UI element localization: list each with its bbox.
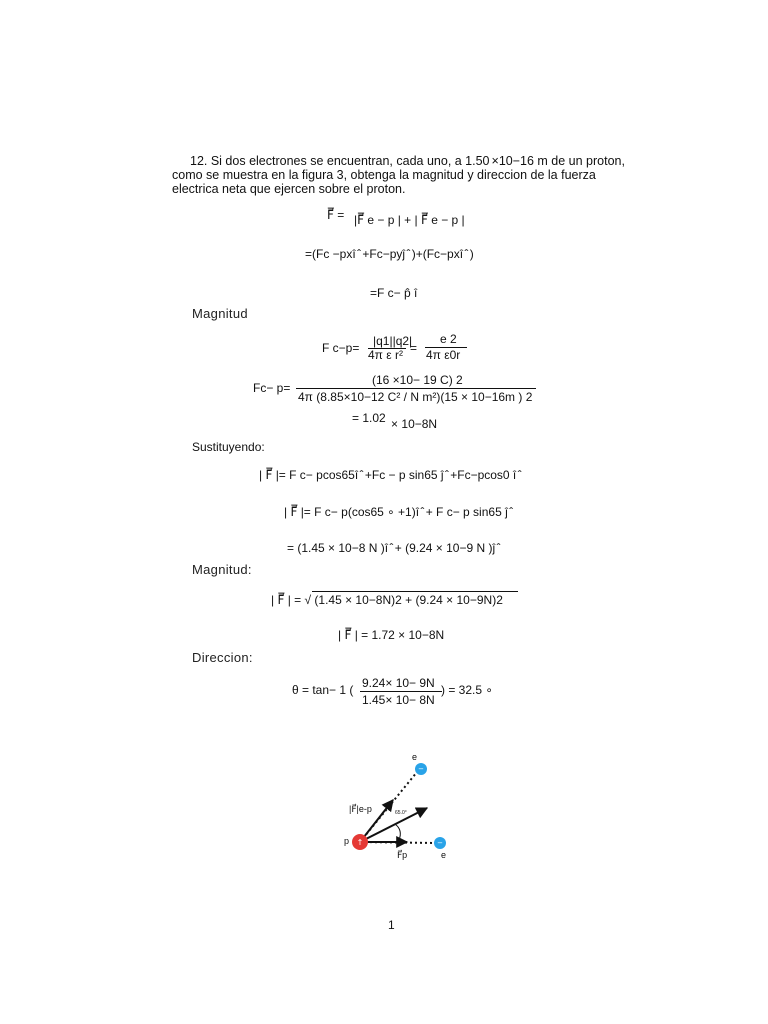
eq-vector-numeric: = (1.45 × 10−8 N )î ̂ + (9.24 × 10−9 N )ĵ ̂ [287,541,499,555]
svg-text:−: − [418,765,424,773]
eq-coulomb-num1: |q1||q2| [373,334,413,348]
eq-coulomb-den1: 4π ε r² [368,348,403,362]
label-e-right: e [441,850,447,860]
heading-magnitud-2: Magnitud: [192,562,252,577]
eq-coulomb-num2: e 2 [440,332,457,346]
eq-result-value: = 1.02 [352,411,386,425]
svg-text:−: − [437,839,443,847]
page-number: 1 [388,918,395,932]
eq-angle-rhs: ) = 32.5 ∘ [441,683,493,697]
fraction-bar-4 [360,691,442,692]
label-e-top: e [412,752,418,762]
fraction-bar-3 [296,388,536,389]
eq-vector-factored: | F⃗̅ |= F c− p(cos65 ∘ +1)î ̂ + F c− p sin65 ĵ ̂ [284,505,512,519]
sqrt-bar [312,591,518,592]
eq-magnitude-result: | F⃗̅ | = 1.72 × 10−8N [338,628,445,642]
problem-line-2: como se muestra en la figura 3, obtenga la magnitud y direccion de la fuerza [172,168,596,182]
eq-result-tail: × 10−8N [391,417,438,431]
problem-line-1 [190,154,625,169]
problem-line-1-text: 12. Si dos electrones se encuentran, cada uno, a 1.50 [190,154,490,168]
label-p: p [344,836,350,846]
svg-text:↑: ↑ [356,838,364,847]
eq-substitution-num: (16 ×10− 19 C) 2 [372,373,463,387]
eq-substitution-lhs: Fc− p= [253,381,291,395]
eq-simplified: =F c− p̂ î [370,286,418,300]
eq-result [352,411,438,431]
eq-net-force-lhs: F⃗̅ = [327,208,345,222]
angle-arc [395,824,400,840]
label-F-ep: |F⃗|e-p [349,804,372,814]
problem-line-1-exp: ×10−16 m de un proton, [491,154,625,168]
heading-sustituyendo: Sustituyendo: [192,440,265,454]
eq-substitution-den: 4π (8.85×10−12 C² / N m²)(15 × 10−16m ) 2 [298,390,533,404]
eq-angle-lhs: θ = tan− 1 ( [292,683,354,697]
label-F-p: F⃗p [397,850,408,860]
eq-components: =(Fc −pxî ̂ +Fc−pyĵ ̂ )+(Fc−pxî ̂ ) [305,247,474,261]
eq-coulomb-lhs: F c−p= [322,341,360,355]
heading-direccion: Direccion: [192,650,253,665]
heading-magnitud: Magnitud [192,306,248,321]
eq-magnitude: | F⃗̅ | = √ (1.45 × 10−8N)2 + (9.24 × 10−9N)2 [271,593,503,607]
eq-angle-den: 1.45× 10− 8N [362,693,435,707]
problem-line-3: electrica neta que ejercen sobre el proton. [172,182,406,196]
eq-angle-num: 9.24× 10− 9N [362,676,435,690]
eq-coulomb-equals: = [410,341,418,355]
eq-net-force-rhs: |F⃗̅ e − p | + | F⃗̅ e − p | [354,213,465,227]
eq-coulomb-den2: 4π ε0r [426,348,461,362]
label-angle: 65.0° [395,810,407,816]
eq-vector-sum: | F⃗̅ |= F c− pcos65î ̂ +Fc − p sin65 ĵ ̂ +Fc−pcos0 î ̂ [259,468,520,482]
figure-3 [335,750,465,870]
